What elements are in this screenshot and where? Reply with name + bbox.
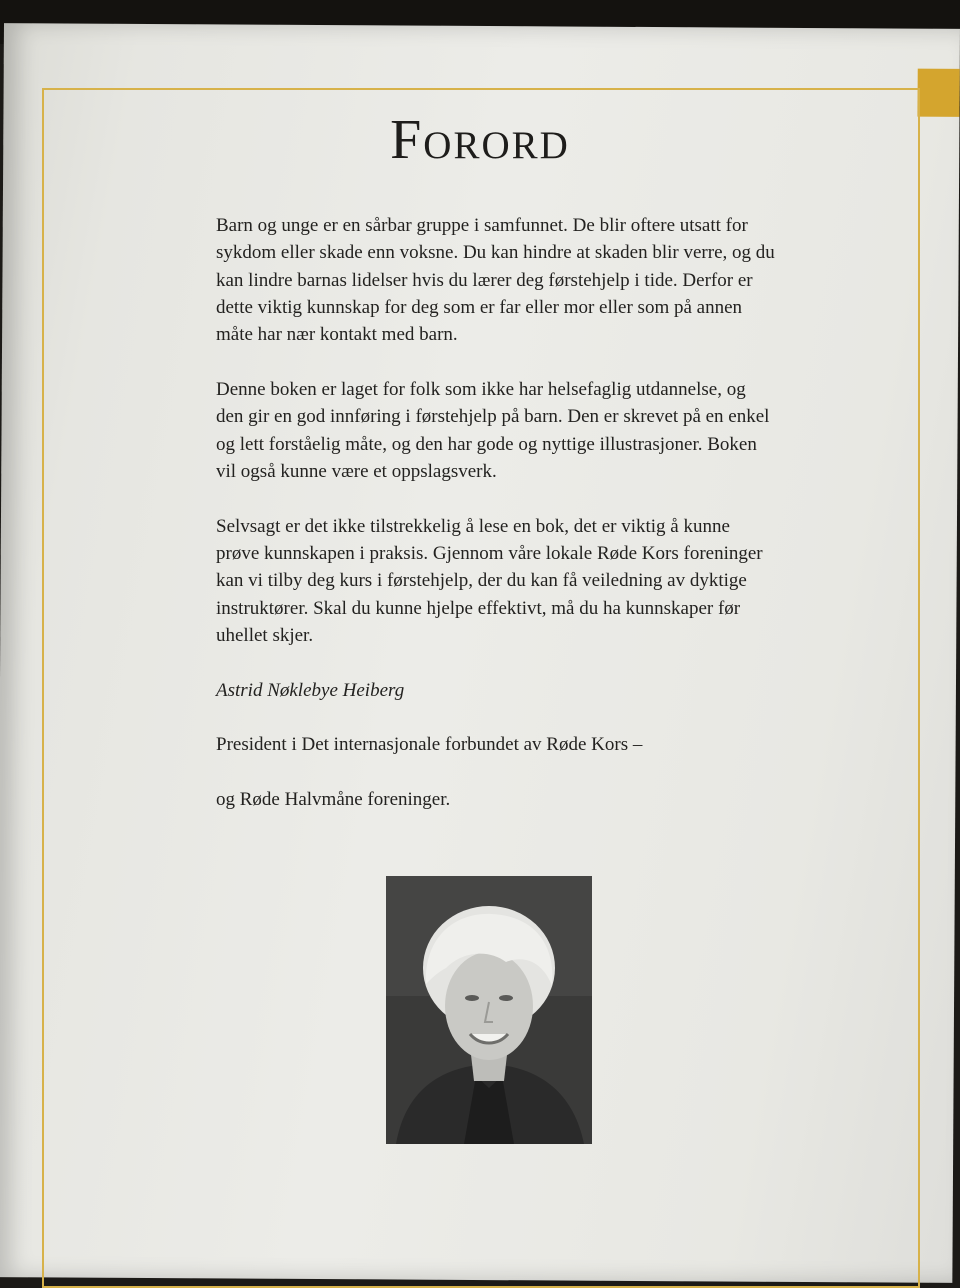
paragraph-1: Barn og unge er en sårbar gruppe i samfunnet. De blir oftere utsatt for sykdom eller skade enn voksne. Du kan hindre at skaden blir verre, og du kan lindre barnas lidelser hvis du lærer deg førstehjelp i tide. Derfor er dette viktig kunnskap for deg som er far eller mor eller som på annen måte har nær kontakt med barn. [216,215,775,346]
paragraph-2: Denne boken er laget for folk som ikke har helsefaglig utdannelse, og den gir en god innføring i førstehjelp på barn. Den er skrevet på en enkel og lett forståelig måte, og den har gode og nyttige illustrasjoner. Boken vil også kunne være et oppslagsverk. [216,378,770,482]
signature-name: Astrid Nøklebye Heiberg [216,679,405,701]
author-portrait-photo [386,876,592,1144]
signature-title-line-1: President i Det internasjonale forbundet av Røde Kors – [216,734,643,756]
signature-title-line-2: og Røde Halvmåne foreninger. [216,789,451,811]
foreword-text [216,212,776,841]
page-title: Forord [390,109,570,171]
signature-block [216,677,776,814]
paragraph-3: Selvsagt er det ikke tilstrekkelig å lese en bok, det er viktig å kunne prøve kunnskapen i praksis. Gjennom våre lokale Røde Kors foreninger kan vi tilby deg kurs i førstehjelp, der du kan få veiledning av dyktige instruktører. Skal du kunne hjelpe effektivt, må du ha kunnskaper før uhellet skjer. [216,515,763,646]
portrait-illustration [386,876,592,1144]
